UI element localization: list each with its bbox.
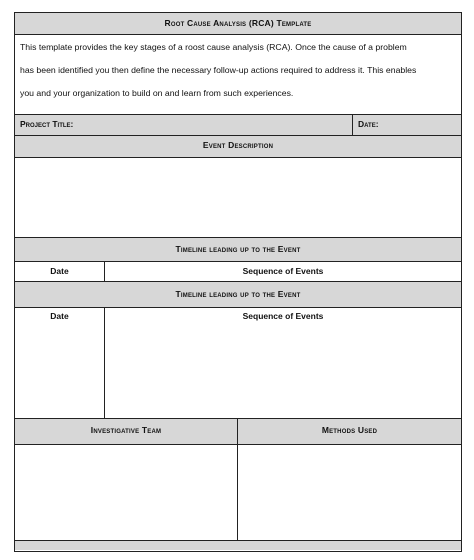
project-title-field[interactable] (15, 115, 352, 135)
timeline-sequence-label-2: Sequence of Events (242, 311, 324, 321)
date-label: Date: (358, 119, 379, 129)
timeline-date-label-2: Date (50, 311, 69, 321)
timeline-body (15, 308, 461, 419)
intro-line-3: you and your organization to build on and learn from such experiences. (20, 88, 294, 98)
intro-line-2: has been identified you then define the necessary follow-up actions required to address it. This enables (20, 65, 417, 75)
timeline-sequence-column-2[interactable] (104, 308, 461, 418)
timeline-date-column-1: Date (50, 266, 69, 276)
event-description-header: Event Description (15, 136, 461, 158)
intro-line-1: This template provides the key stages of a roost cause analysis (RCA). Once the cause of a problem (20, 42, 407, 52)
team-methods-body (15, 445, 461, 541)
investigative-team-area[interactable] (15, 445, 237, 540)
timeline-columns-row-1 (15, 262, 461, 282)
project-info-row (15, 115, 461, 136)
timeline-date-column-2[interactable] (15, 308, 104, 418)
team-methods-header-row (15, 419, 461, 445)
intro-paragraph (15, 35, 461, 115)
timeline-header-2: Timeline leading up to the Event (15, 282, 461, 308)
event-description-area[interactable] (15, 158, 461, 238)
timeline-header-1: Timeline leading up to the Event (15, 238, 461, 262)
document-title: Root Cause Analysis (RCA) Template (15, 13, 461, 35)
date-field[interactable] (352, 115, 461, 135)
timeline-sequence-column-1: Sequence of Events (104, 262, 461, 281)
project-title-label: Project Title: (20, 119, 74, 129)
methods-used-header: Methods Used (237, 419, 461, 444)
methods-used-area[interactable] (237, 445, 461, 540)
footer-strip (15, 541, 461, 550)
rca-template-document (14, 12, 462, 552)
investigative-team-header: Investigative Team (90, 425, 162, 435)
